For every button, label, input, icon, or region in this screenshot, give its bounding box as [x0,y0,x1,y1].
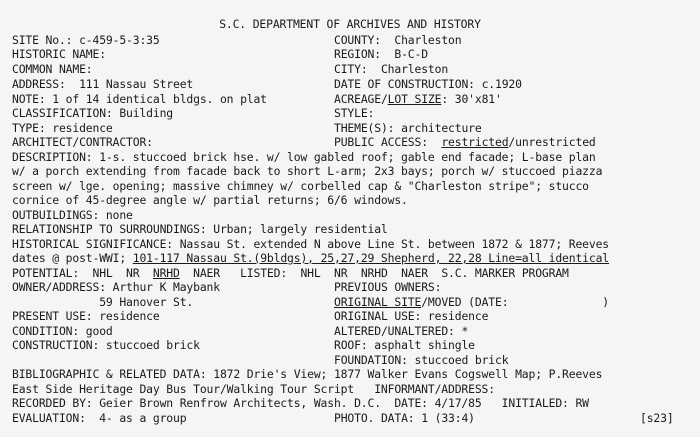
owner-address-street: 59 Hanover St. [12,295,194,309]
roof: ROOF: asphalt shingle [334,338,475,352]
acreage-lot-size [334,93,502,106]
owner-address: OWNER/ADDRESS: Arthur K Maybank [12,280,220,294]
description-line: DESCRIPTION: 1-s. stuccoed brick hse. w/ low gabled roof; gable end facade; L-base plan [12,150,596,164]
outbuildings: OUTBUILDINGS: none [12,208,133,222]
description-line: w/ a porch extending from facade back to short L-arm; 2x3 bays; porch w/ stuccoed piazza [12,164,603,178]
county: COUNTY: Charleston [334,33,462,47]
significance-dates: dates @ post-WWI; [12,251,133,265]
bibliographic-data-continued: East Side Heritage Day Bus Tour/Walking Tour Script INFORMANT/ADDRESS: [12,382,495,396]
architect-contractor: ARCHITECT/CONTRACTOR: [12,135,153,149]
public-access-label: PUBLIC ACCESS: [334,135,442,149]
card-code: [s23] [640,411,674,425]
previous-owners: PREVIOUS OWNERS: [334,280,442,294]
public-access [334,136,596,149]
potential-label: POTENTIAL: NHL NR [12,266,153,280]
lot-size-label: LOT SIZE [387,92,442,106]
themes: THEME(S): architecture [334,121,482,135]
original-site-label: ORIGINAL SITE [334,295,422,309]
historic-name: HISTORIC NAME: [12,47,106,61]
description-line: cornice of 45-degree angle w/ partial returns; 6/6 windows. [12,193,408,207]
note: NOTE: 1 of 14 identical bldgs. on plat [12,92,267,106]
evaluation: EVALUATION: 4- as a group [12,411,187,425]
listed-options: NAER LISTED: NHL NR NRHD NAER S.C. MARKER PROGRAM [179,266,569,280]
relationship-to-surroundings: RELATIONSHIP TO SURROUNDINGS: Urban; largely residential [12,222,388,236]
acreage-label: ACREAGE/ [334,92,388,106]
public-access-unrestricted: /unrestricted [508,135,596,149]
public-access-restricted: restricted [441,135,509,149]
description-line: screen w/ lge. opening; massive chimney w/ corbelled cap & "Charleston stripe"; stucco [12,179,589,193]
present-use: PRESENT USE: residence [12,309,160,323]
address: ADDRESS: 111 Nassau Street [12,77,194,91]
classification: CLASSIFICATION: Building [12,106,173,120]
altered-unaltered: ALTERED/UNALTERED: * [334,324,469,338]
department-title: S.C. DEPARTMENT OF ARCHIVES AND HISTORY [219,17,481,31]
photo-data: PHOTO. DATA: 1 (33:4) [334,411,475,425]
construction: CONSTRUCTION: stuccoed brick [12,338,200,352]
site-number: SITE No.: c-459-5-3:35 [12,33,160,47]
lot-size-value: : 30'x81' [441,92,502,106]
common-name: COMMON NAME: [12,62,93,76]
style: STYLE: [334,106,375,120]
moved-date-label: /MOVED (DATE: ) [421,295,610,309]
historical-significance: HISTORICAL SIGNIFICANCE: Nassau St. extended N above Line St. between 1872 & 1877; Reeves [12,237,609,251]
historical-significance-continued [12,252,609,265]
bibliographic-data: BIBLIOGRAPHIC & RELATED DATA: 1872 Drie's View; 1877 Walker Evans Cogswell Map; P.Reeves [12,367,603,381]
date-of-construction: DATE OF CONSTRUCTION: c.1920 [334,77,522,91]
potential-listed [12,267,569,280]
city: CITY: Charleston [334,62,449,76]
foundation: FOUNDATION: stuccoed brick [334,353,509,367]
region: REGION: B-C-D [334,47,428,61]
identical-buildings-list: 101-117 Nassau St.(9bldgs), 25,27,29 Shepherd, 22,28 Line=all identical [132,251,610,265]
original-use: ORIGINAL USE: residence [334,309,489,323]
condition: CONDITION: good [12,324,113,338]
recorded-by: RECORDED BY: Geier Brown Renfrow Architects, Wash. D.C. DATE: 4/17/85 INITIALED: RW [12,396,589,410]
original-site-moved [334,296,609,309]
type: TYPE: residence [12,121,113,135]
potential-nrhd: NRHD [152,266,180,280]
